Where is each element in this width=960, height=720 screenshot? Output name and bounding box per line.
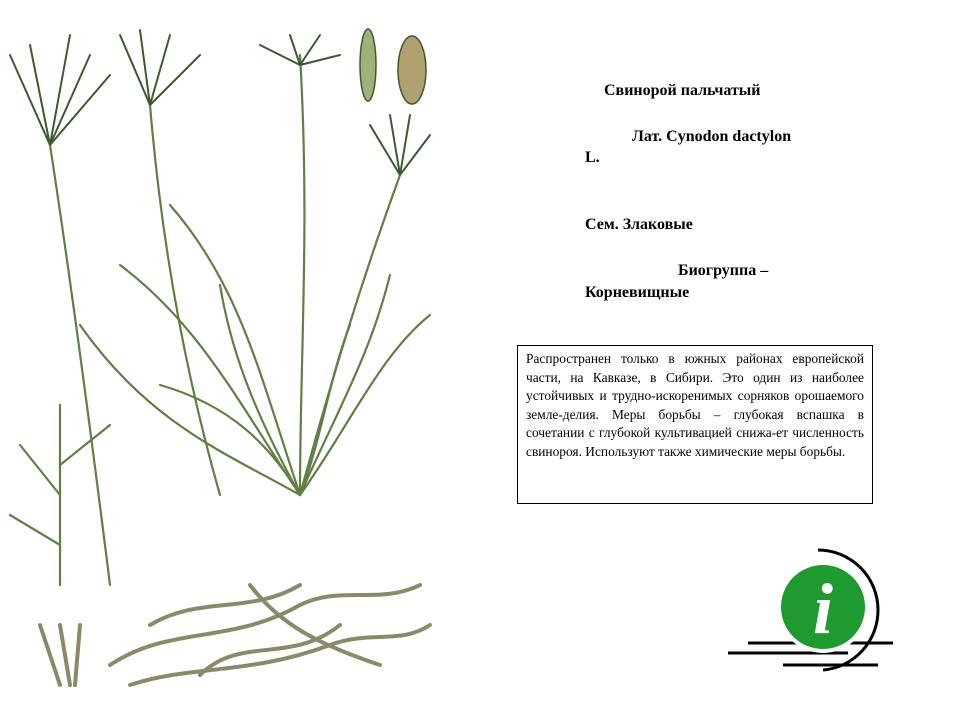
biogroup-label: Биогруппа – <box>678 262 769 279</box>
latin-name-author: L. <box>585 149 600 166</box>
biogroup-value: Корневищные <box>585 284 690 301</box>
rhizome-roots <box>40 585 430 685</box>
plant-illustration <box>0 25 440 695</box>
seed-detail-1 <box>360 29 376 101</box>
seed-detail-2 <box>398 36 426 104</box>
leaf-blades <box>10 55 430 585</box>
description-box: Распространен только в южных районах европейской части, на Кавказе, в Сибири. Это один из наиболее устойчивых и трудно-искоренимых сорняков орошаемого земле-делия. Меры борьбы – глубокая вспашка в сочетании с глубокой культивацией снижа-ет численность свинороя. Используют также химические меры борьбы. <box>517 345 873 504</box>
plant-family: Сем. Злаковые <box>585 216 693 233</box>
info-icon[interactable] <box>728 545 898 675</box>
info-glyph: i <box>812 569 834 649</box>
plant-common-name: Свинорой пальчатый <box>604 82 761 99</box>
latin-name: Лат. Cynodon dactylon <box>632 128 792 145</box>
